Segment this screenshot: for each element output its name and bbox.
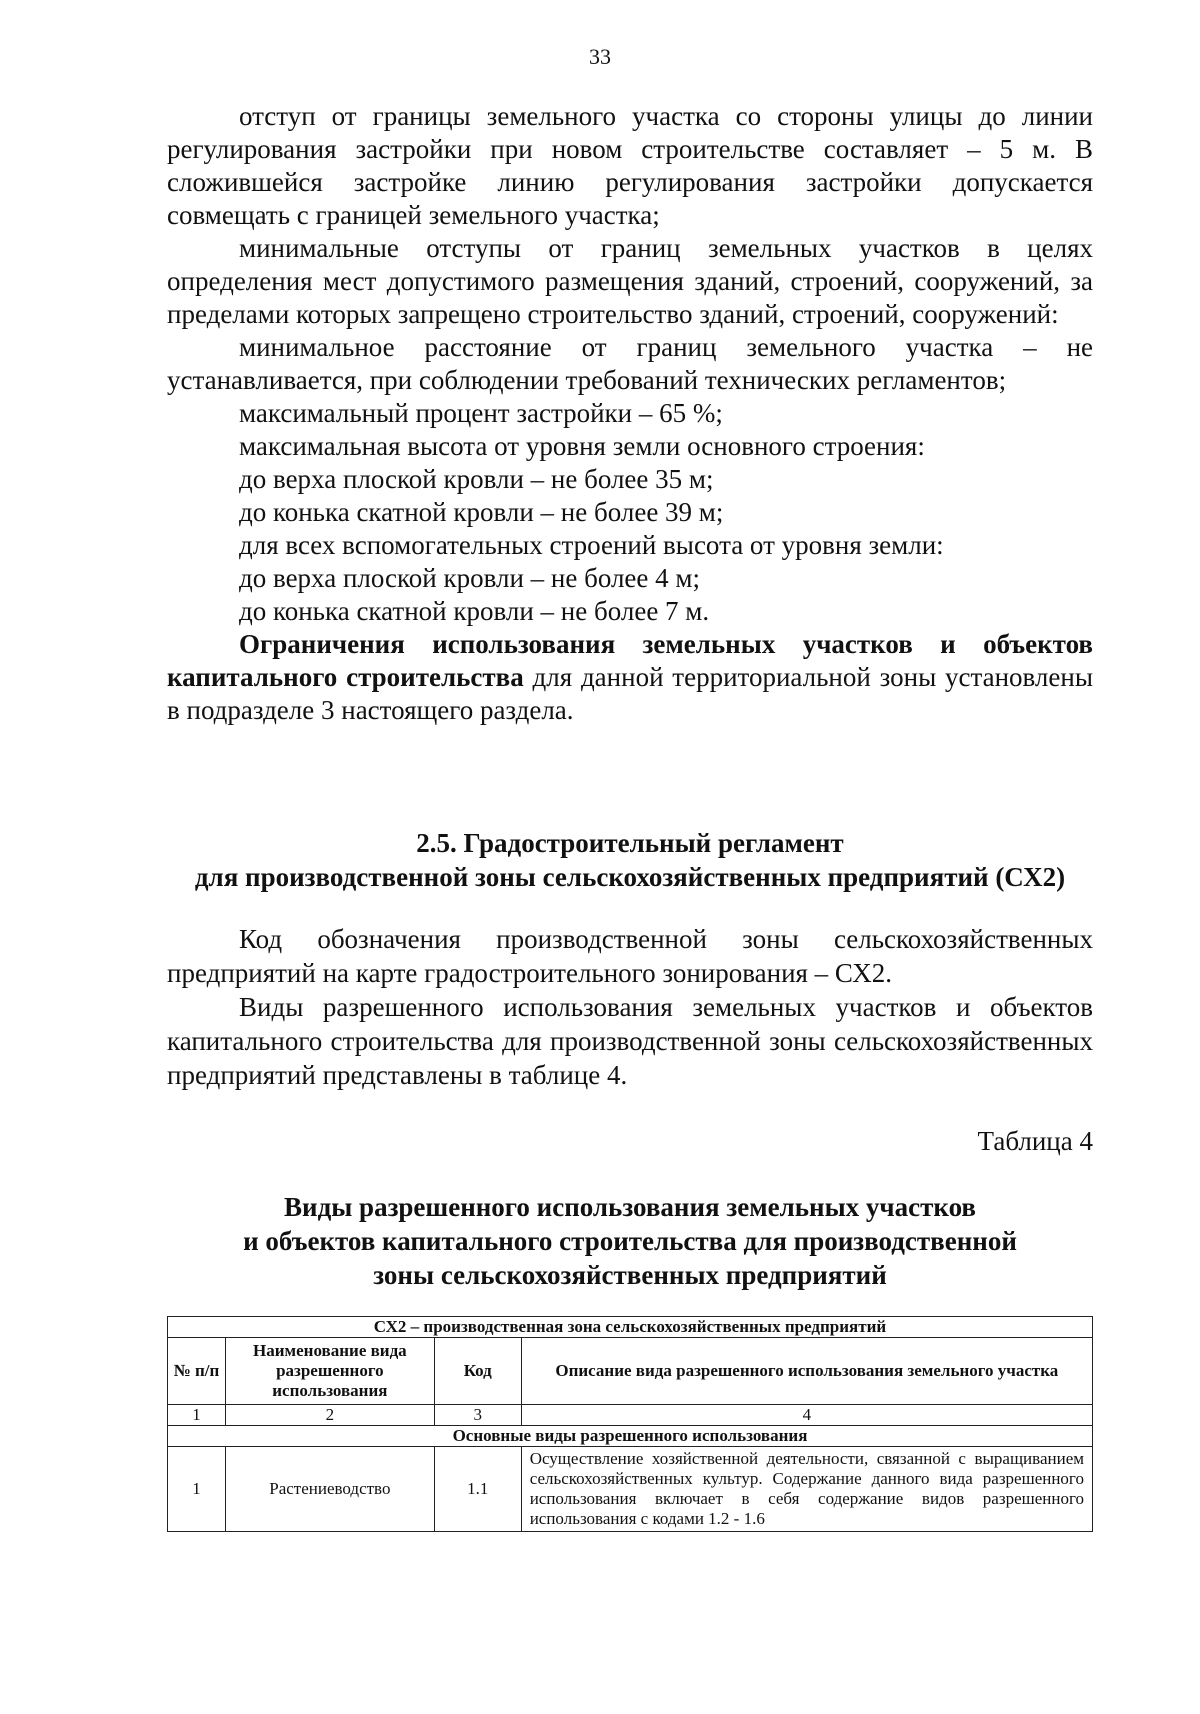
table-header-row (168, 1338, 1093, 1405)
paragraph-street-setback: отступ от границы земельного участка со стороны улицы до линии регулирования застройки при новом строительстве составляет – 5 м. В сложившейся застройке линию регулирования застройки допускается совмещать с границей земельного участка; (167, 101, 1093, 230)
paragraph-flat-roof-aux: до верха плоской кровли – не более 4 м; (239, 563, 700, 593)
row-use-name: Растениеводство (225, 1447, 434, 1532)
restrictions-text: для данной территориальной зоны установлены в подразделе 3 настоящего раздела. (167, 662, 1093, 725)
header-description: Описание вида разрешенного использования земельного участка (521, 1338, 1092, 1405)
section-title (150, 826, 1110, 894)
section-body (167, 922, 1093, 1092)
zone-header: СХ2 – производственная зона сельскохозяйственных предприятий (168, 1317, 1093, 1338)
table-zone-row (168, 1317, 1093, 1338)
page-number: 33 (589, 44, 611, 69)
table-caption: Таблица 4 (977, 1126, 1093, 1156)
header-code: Код (434, 1338, 521, 1405)
section-title-line1: 2.5. Градостроительный регламент (416, 828, 844, 858)
paragraph-auxiliary-height: для всех вспомогательных строений высота от уровня земли: (239, 530, 944, 560)
header-number: № п/п (168, 1338, 226, 1405)
row-number: 1 (168, 1447, 226, 1532)
restrictions-bold-text: Ограничения использования земельных участков и объектов капитального строительства (167, 629, 1093, 692)
header-use-name: Наименование вида разрешенного использования (225, 1338, 434, 1405)
paragraph-pitched-roof-main: до конька скатной кровли – не более 39 м; (239, 497, 724, 527)
paragraph-max-coverage: максимальный процент застройки – 65 %; (239, 398, 723, 428)
paragraph-zone-code: Код обозначения производственной зоны сельскохозяйственных предприятий на карте градостроительного зонирования – СХ2. (167, 924, 1093, 988)
column-number: 2 (225, 1405, 434, 1426)
table-group-row (168, 1426, 1093, 1447)
paragraph-max-height: максимальная высота от уровня земли основного строения: (239, 431, 925, 461)
column-number: 1 (168, 1405, 226, 1426)
column-number: 3 (434, 1405, 521, 1426)
table-column-number-row (168, 1405, 1093, 1426)
row-code: 1.1 (434, 1447, 521, 1532)
paragraph-flat-roof-main: до верха плоской кровли – не более 35 м; (239, 464, 714, 494)
row-description: Осуществление хозяйственной деятельности, связанной с выращиванием сельскохозяйственных культур. Содержание данного вида разрешенного использования включает в себя содержание видов разрешенного использования с кодами 1.2 - 1.6 (521, 1447, 1092, 1532)
section-title-line2: для производственной зоны сельскохозяйственных предприятий (СХ2) (194, 862, 1066, 892)
column-number: 4 (521, 1405, 1092, 1426)
table-row (168, 1447, 1093, 1532)
paragraph-min-setbacks: минимальные отступы от границ земельных участков в целях определения мест допустимого размещения зданий, строений, сооружений, за пределами которых запрещено строительство зданий, строений, сооружений: (167, 233, 1093, 329)
paragraph-permitted-uses: Виды разрешенного использования земельных участков и объектов капитального строительства для производственной зоны сельскохозяйственных предприятий представлены в таблице 4. (167, 992, 1093, 1090)
table-title-line2: и объектов капитального строительства для производственной (243, 1226, 1017, 1256)
paragraph-min-distance: минимальное расстояние от границ земельного участка – не устанавливается, при соблюдении требований технических регламентов; (167, 332, 1093, 395)
table-title (150, 1190, 1110, 1292)
table-title-line1: Виды разрешенного использования земельных участков (284, 1192, 976, 1222)
group-label: Основные виды разрешенного использования (168, 1426, 1093, 1447)
permitted-uses-table (167, 1316, 1093, 1532)
table-title-line3: зоны сельскохозяйственных предприятий (373, 1260, 887, 1290)
paragraph-pitched-roof-aux: до конька скатной кровли – не более 7 м. (239, 596, 710, 626)
paragraph-restrictions (167, 628, 1093, 727)
regulation-parameters (167, 100, 1093, 727)
